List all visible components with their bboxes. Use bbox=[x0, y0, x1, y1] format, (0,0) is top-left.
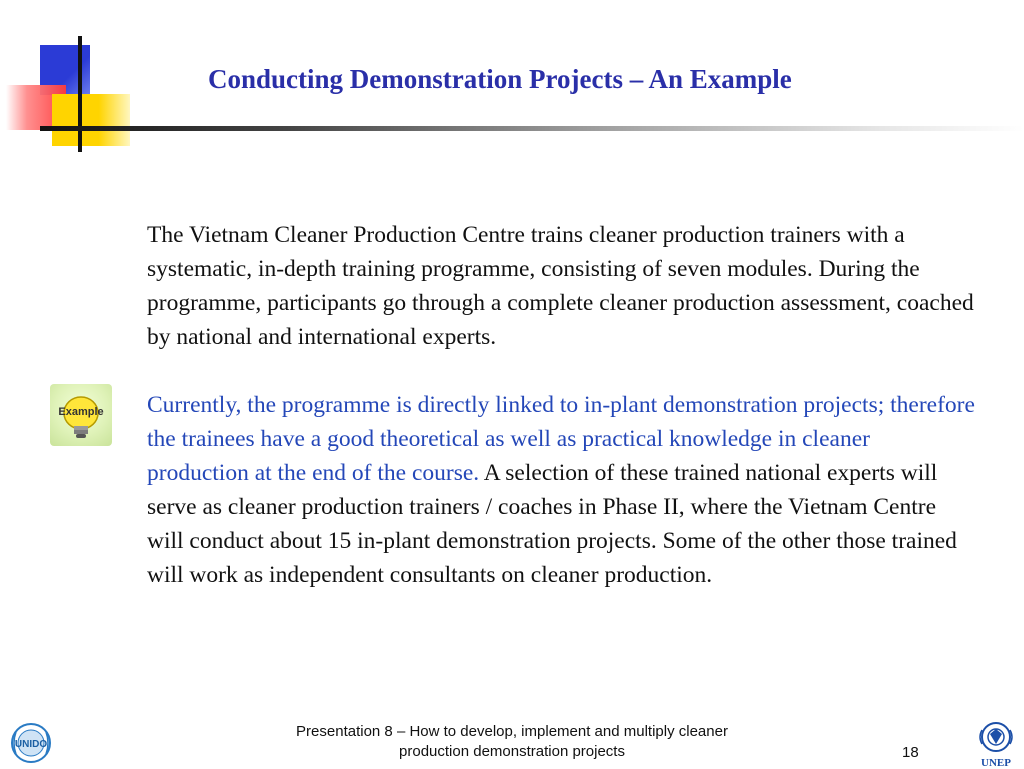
paragraph-intro: The Vietnam Cleaner Production Centre trains cleaner production trainers with a systematic, in-depth training programme, consisting of seven modules. During the programme, participants go through a complete cleaner production assessment, coached by national and international experts. bbox=[147, 222, 974, 350]
example-lightbulb-icon bbox=[50, 384, 112, 446]
example-icon-label: Example bbox=[58, 406, 104, 418]
footer-line-2: production demonstration projects bbox=[399, 743, 625, 760]
unep-emblem-icon bbox=[976, 720, 1016, 754]
slide-body bbox=[147, 218, 977, 592]
unep-logo bbox=[972, 720, 1020, 768]
paragraph-details bbox=[147, 388, 977, 592]
decor-yellow-square bbox=[52, 94, 130, 146]
decor-vertical-line bbox=[78, 36, 82, 152]
unido-logo-text: UNIDO bbox=[14, 739, 48, 750]
page-number: 18 bbox=[902, 744, 919, 761]
paragraph-rest: A selection of these trained national experts will serve as cleaner production trainers / coaches in Phase II, where the Vietnam Centre will conduct about 15 in-plant demonstration projects. Some of the other those trained will work as independent consultants on cleaner production. bbox=[147, 460, 957, 588]
slide-title: Conducting Demonstration Projects – An Example bbox=[208, 64, 792, 94]
unep-logo-text: UNEP bbox=[981, 757, 1011, 769]
unido-logo bbox=[8, 722, 54, 764]
footer-caption bbox=[220, 722, 804, 762]
footer-line-1: Presentation 8 – How to develop, implement and multiply cleaner bbox=[296, 723, 728, 740]
paragraph-highlight: Currently, the programme is directly linked to in-plant demonstration projects; therefore the trainees have a good theoretical as well as practical knowledge in cleaner production at the end of the course. bbox=[147, 392, 975, 486]
title-underline bbox=[40, 126, 1024, 131]
